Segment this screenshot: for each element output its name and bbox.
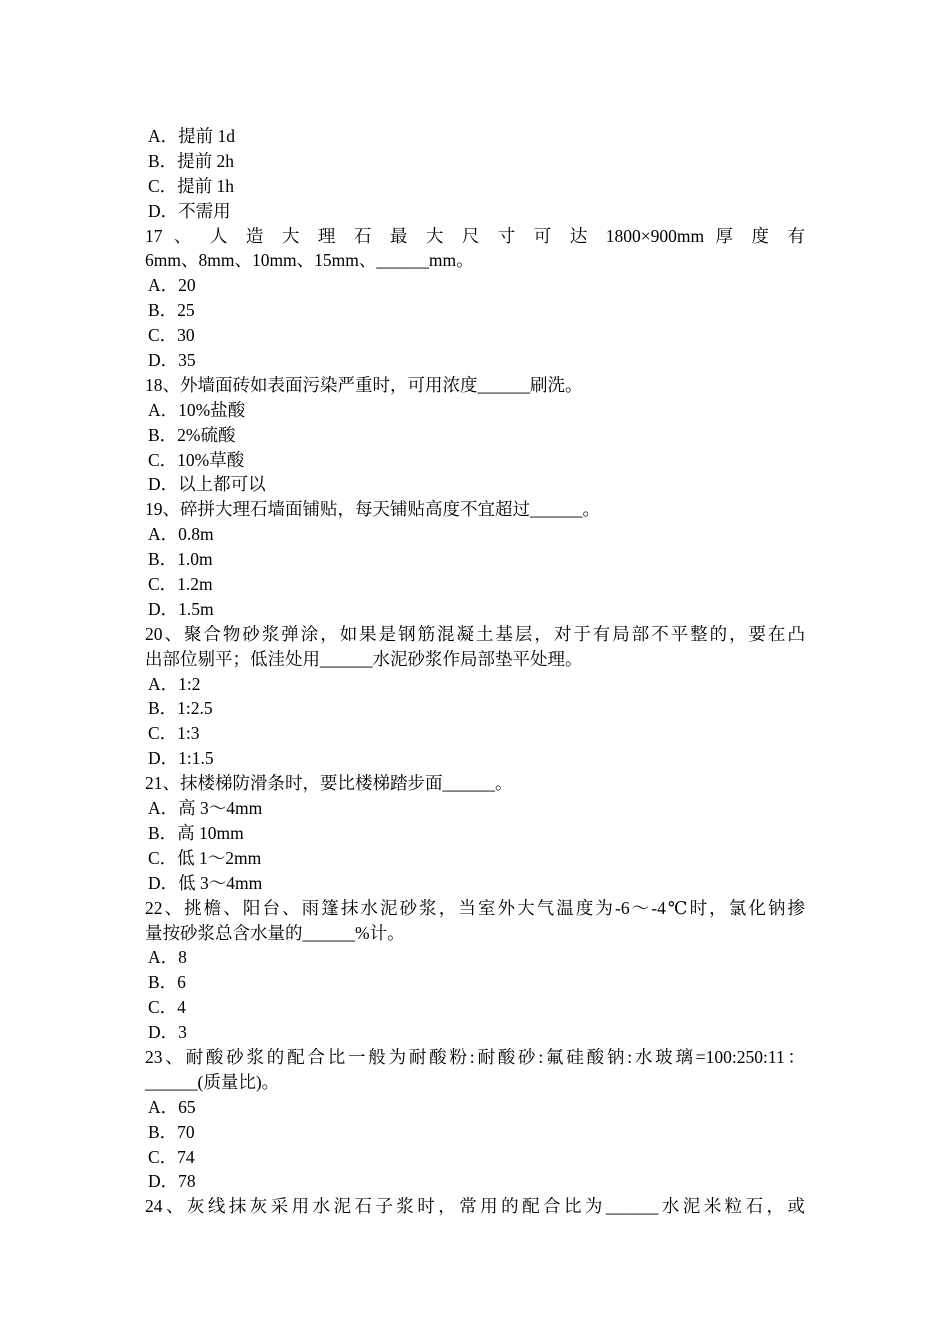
question-text-line: ______(质量比)。 (145, 1071, 280, 1092)
answer-option: B．6 (148, 972, 186, 993)
question-text-line: 出部位剔平；低洼处用______水泥砂浆作局部垫平处理。 (145, 648, 583, 669)
answer-option: C．10%草酸 (148, 449, 245, 470)
answer-option: D．低 3～4mm (148, 872, 263, 893)
answer-option: C．提前 1h (148, 175, 235, 196)
answer-option: C．1.2m (148, 574, 213, 595)
answer-option: A．0.8m (148, 524, 214, 545)
answer-option: A．1:2 (148, 673, 201, 694)
question-text-line: 23、耐酸砂浆的配合比一般为耐酸粉:耐酸砂:氟硅酸钠:水玻璃=100:250:11： (145, 1046, 805, 1067)
answer-option: A．提前 1d (148, 126, 236, 146)
answer-option: D．不需用 (148, 200, 231, 221)
answer-option: C．4 (148, 997, 186, 1018)
answer-option: C．1:3 (148, 723, 200, 744)
answer-option: C．74 (148, 1146, 195, 1167)
answer-option: D．78 (148, 1171, 196, 1192)
answer-option: D．3 (148, 1022, 187, 1043)
question-text-line: 6mm、8mm、10mm、15mm、______mm。 (145, 250, 474, 271)
question-text-line: 量按砂浆总含水量的______%计。 (145, 922, 405, 943)
answer-option: A．65 (148, 1096, 196, 1117)
question-text-line: 17 、 人 造 大 理 石 最 大 尺 寸 可 达 1800×900mm 厚 度 有 (145, 225, 805, 246)
answer-option: D．以上都可以 (148, 474, 266, 495)
question-text-line: 20、聚合物砂浆弹涂，如果是钢筋混凝土基层，对于有局部不平整的，要在凸 (145, 623, 805, 644)
answer-option: B．提前 2h (148, 150, 235, 171)
answer-option: C．30 (148, 325, 195, 346)
answer-option: D．1:1.5 (148, 748, 214, 769)
answer-option: C．低 1～2mm (148, 847, 262, 868)
question-text-line: 19、碎拼大理石墙面铺贴，每天铺贴高度不宜超过______。 (145, 499, 600, 520)
question-text-line: 18、外墙面砖如表面污染严重时，可用浓度______刷洗。 (145, 374, 583, 395)
answer-option: B．高 10mm (148, 822, 244, 843)
answer-option: B．1:2.5 (148, 698, 213, 719)
answer-option: D．1.5m (148, 598, 214, 619)
answer-option: B．25 (148, 300, 195, 321)
answer-option: A．20 (148, 275, 196, 296)
question-text-line: 24、灰线抹灰采用水泥石子浆时，常用的配合比为______水泥米粒石，或 (145, 1196, 805, 1217)
question-text-line: 21、抹楼梯防滑条时，要比楼梯踏步面______。 (145, 773, 513, 794)
answer-option: D．35 (148, 350, 196, 371)
question-text-block (145, 124, 805, 1219)
answer-option: B．70 (148, 1121, 195, 1142)
question-text-line: 22、挑檐、阳台、雨篷抹水泥砂浆，当室外大气温度为-6～-4℃时，氯化钠掺 (145, 897, 805, 918)
answer-option: A．10%盐酸 (148, 399, 246, 420)
answer-option: B．1.0m (148, 549, 213, 570)
answer-option: B．2%硫酸 (148, 424, 236, 445)
answer-option: A．8 (148, 947, 187, 968)
answer-option: A．高 3～4mm (148, 798, 263, 819)
